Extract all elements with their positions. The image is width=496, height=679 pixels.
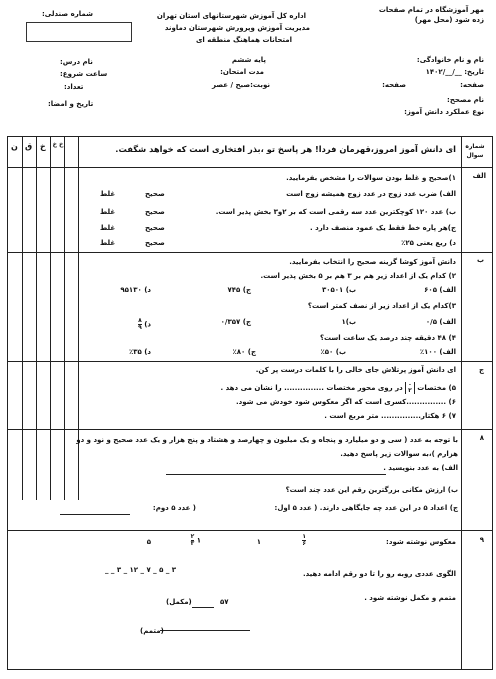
q9-pattern: ۳ _ ۵ _ ۷ _ ۱۲ _ ۳ _ _	[105, 566, 177, 574]
score-col-q: ق	[25, 142, 33, 151]
grade-label: پایه ششم	[231, 56, 266, 64]
be-q3: ۳)کدام یک از اعداد زیر از نصف کمتر است؟	[307, 302, 456, 310]
jim-q7: ۷) ۶ هکتار............... متر مربع است .	[324, 412, 456, 420]
alef-item-3-true[interactable]: صحیح	[145, 224, 165, 232]
q8-c-answer-line[interactable]	[60, 514, 130, 515]
score-col-kh2: خ خ	[52, 141, 64, 148]
count-label: تعداد:	[64, 83, 84, 91]
be-q3-frac-den: ۹	[138, 324, 142, 331]
seat-number-label: شماره صندلی:	[42, 10, 93, 18]
q9-item-mixed	[191, 534, 201, 547]
jim-q5-suffix: در روی محور مختصات ............... را نشان می دهد .	[220, 384, 403, 392]
be-q3-opt-d-prefix: د)	[144, 320, 151, 329]
q9-item-frac	[302, 534, 306, 547]
score-col-kh: خ	[40, 142, 46, 151]
alef-item-1-true[interactable]: صحیح	[145, 190, 165, 198]
be-q4-opt-b[interactable]: ب) ۵۰٪	[320, 348, 346, 356]
jim-q5-vector	[405, 382, 415, 394]
be-q4-opt-a[interactable]: الف) ۱۰۰٪	[419, 348, 456, 356]
q9-complement-value: ۵۷	[220, 598, 229, 606]
stamp-note-line1: مهر آموزشگاه در تمام صفحات	[378, 6, 484, 14]
jim-q5-vec-bot: ۲	[408, 387, 412, 394]
performance-type-label: نوع عملکرد دانش آموز:	[404, 108, 484, 116]
section-alef-label: الف	[472, 172, 486, 180]
q9-label: ۹	[479, 536, 484, 544]
score-col-n: ن	[11, 142, 18, 151]
q8-c: ج) اعداد ۵ در این عدد چه جایگاهی دارند. ( عدد ۵ اول:	[274, 504, 458, 512]
be-q3-opt-d[interactable]	[138, 318, 151, 331]
section-be-title: دانش آموز کوشا گزینه صحیح را انتخاب بفرمایید.	[289, 258, 456, 266]
duration-label: مدت امتحان:	[220, 68, 264, 76]
alef-item-3: ج)هر پاره خط فقط یک عمود منصف دارد .	[310, 224, 456, 232]
be-q3-frac-num: ۸	[138, 317, 142, 324]
be-q3-fraction	[138, 318, 142, 331]
q9-frac-num: ۱	[302, 533, 306, 540]
page-number-label: صفحه:	[460, 81, 484, 89]
q9-complement-title: متمم و مکمل نوشته شود .	[364, 594, 456, 602]
exam-type-title: امتحانات هماهنگ منطقه ای	[195, 36, 292, 44]
q8-c2: ( عدد ۵ دوم:	[152, 504, 196, 512]
date-signature-label: تاریخ و امضا:	[48, 100, 94, 108]
q8-a: الف) به عدد بنویسید .	[383, 464, 458, 472]
q9-mixed-whole: ۱	[196, 536, 201, 545]
be-q4: ۴) ۴۸ دقیقه چند درصد یک ساعت است؟	[319, 334, 456, 342]
section-alef-title: ۱)صحیح و غلط بودن سوالات را مشخص بفرمایید.	[286, 174, 456, 182]
motivation-banner: ای دانش آموز امروز،قهرمان فردا! هر پاسخ تو ،بذر افتخاری است که خواهد شگفت.	[115, 144, 456, 154]
student-name-label: نام و نام خانوادگی:	[416, 56, 484, 64]
q9-supplement-line[interactable]	[160, 630, 250, 631]
be-q2: ۲) کدام یک از اعداد زیر هم بر ۳ هم بر ۵ بخش پذیر است.	[260, 272, 456, 280]
q9-item-1: ۱	[256, 538, 261, 546]
page-total-label: صفحه:	[382, 81, 406, 89]
question-number-header: شماره سوال	[465, 143, 485, 159]
shift-label: نوبت:صبح / عصر	[212, 81, 270, 89]
q9-title: معکوس نوشته شود:	[386, 538, 456, 546]
alef-item-4: د) ربع یعنی ۲۵٪	[401, 239, 456, 247]
q8-line2: هزارم )،به سوالات زیر پاسخ دهید.	[340, 450, 458, 458]
alef-item-2: ب) عدد ۱۲۰ کوچکترین عدد سه رقمی است که بر ۲و۳ بخش پذیر است.	[215, 208, 456, 216]
jim-q6: ۶) ...............کسری است که اگر معکوس شود خودش می شود.	[236, 398, 456, 406]
q9-complement-label: (مکمل)	[166, 598, 192, 606]
section-jim-label: ج	[478, 366, 484, 374]
alef-item-2-true[interactable]: صحیح	[145, 208, 165, 216]
be-q2-opt-c[interactable]: ج) ۷۴۵	[227, 286, 251, 294]
be-q3-opt-c[interactable]: ج) ۰/۳۵۷	[220, 318, 251, 326]
be-q2-opt-a[interactable]: الف) ۶۰۵	[424, 286, 456, 294]
exam-date-label: تاریخ: __/__/۱۴۰۲	[425, 68, 484, 76]
be-q4-opt-c[interactable]: ج) ۸۰٪	[232, 348, 256, 356]
jim-q5	[221, 382, 456, 394]
seat-number-box[interactable]	[26, 22, 132, 42]
be-q3-opt-a[interactable]: الف) ۰/۵	[425, 318, 456, 326]
q9-complement-line[interactable]	[192, 607, 214, 608]
be-q2-opt-b[interactable]: ب) ۳۰۵۰۱	[321, 286, 356, 294]
q8-a-answer-line[interactable]	[166, 474, 386, 475]
q9-mixed-frac	[191, 534, 195, 547]
q9-item-5: ۵	[146, 538, 151, 546]
q9-mixed-num: ۲	[190, 533, 195, 540]
be-q4-opt-d[interactable]: د) ۳۵٪	[128, 348, 151, 356]
section-be-label: ب	[476, 256, 484, 264]
q8-line1: با توجه به عدد ( سی و دو میلیارد و پنجاه و یک میلیون و چهارصد و هشتاد و پنج هزار و یک عدد صحیح و نود و دو	[76, 436, 458, 444]
alef-item-3-false[interactable]: غلط	[100, 224, 116, 232]
office-title: اداره کل آموزش شهرستانهای استان تهران	[156, 12, 306, 20]
q9-frac	[302, 534, 306, 547]
q9-supplement-label: (متمم)	[140, 627, 164, 635]
q8-b: ب) ارزش مکانی بزرگترین رقم این عدد چند است؟	[285, 486, 458, 494]
jim-q5-vec-top: ۰	[408, 381, 412, 388]
start-time-label: ساعت شروع:	[60, 70, 108, 78]
alef-item-1-false[interactable]: غلط	[100, 190, 116, 198]
jim-q5-prefix: ۵) مختصات	[417, 384, 456, 392]
alef-item-1: الف) ضرب عدد زوج در عدد زوج همیشه زوج است	[286, 190, 456, 198]
be-q3-opt-b[interactable]: ب)۱	[341, 318, 356, 326]
corrector-name-label: نام مصحح:	[447, 96, 484, 104]
stamp-note-line2: زده شود (محل مهر)	[414, 16, 484, 24]
alef-item-4-true[interactable]: صحیح	[145, 239, 165, 247]
section-jim-title: ای دانش آموز پرتلاش جای خالی را با کلمات درست پر کن.	[255, 366, 456, 374]
alef-item-4-false[interactable]: غلط	[100, 239, 116, 247]
q9-mixed-den: ۳	[190, 540, 195, 547]
q8-label: ۸	[479, 434, 484, 442]
alef-item-2-false[interactable]: غلط	[100, 208, 116, 216]
q9-frac-den: ۶	[302, 540, 306, 547]
course-name-label: نام درس:	[60, 58, 93, 66]
be-q2-opt-d[interactable]: د) ۹۵۱۳۰	[120, 286, 151, 294]
directorate-title: مدیریت آموزش وپرورش شهرستان دماوند	[164, 24, 310, 32]
q9-pattern-title: الگوی عددی روبه رو را تا دو رقم ادامه دهید.	[302, 570, 456, 578]
